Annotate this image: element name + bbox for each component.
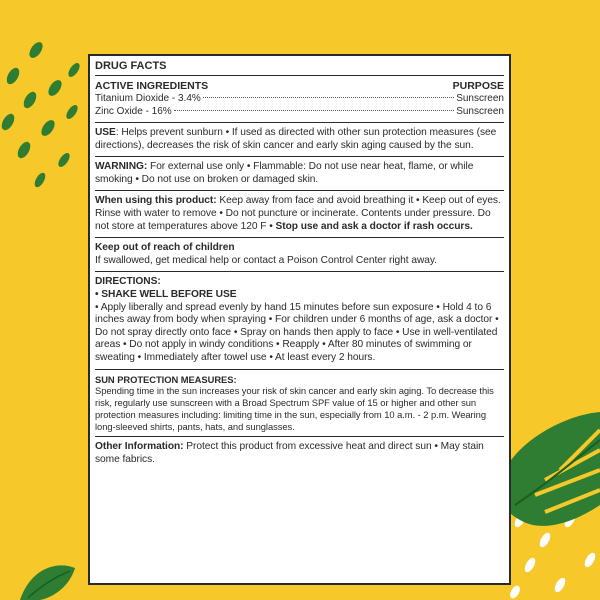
active-ingredients-header: [95, 80, 504, 93]
monstera-leaf-icon: [500, 412, 600, 526]
ingredient-purpose: Sunscreen: [456, 93, 504, 104]
drug-facts-title: DRUG FACTS: [95, 56, 504, 76]
directions-text: • Apply liberally and spread evenly by hand 15 minutes before sun exposure • Hold 4 to 6 inches away from body when spraying • For children under 6 months of age, ask a doctor • Do not spray directly onto face • Spray on hands then apply to face • Use in well-ventilated areas • Do not apply in windy conditions • Reapply • After 80 minutes of swimming or sweating • Immediately after towel use • At least every 2 hours.: [95, 301, 499, 363]
ingredient-row: [95, 106, 504, 119]
leader-dots: [174, 110, 454, 111]
keep-out-text: If swallowed, get medical help or contact a Poison Control Center right away.: [95, 254, 437, 266]
warning-label: WARNING:: [95, 161, 148, 173]
leader-dots: [203, 97, 454, 98]
when-using-section: [95, 191, 504, 238]
directions-section: [95, 272, 504, 369]
active-ingredients-label: ACTIVE INGREDIENTS: [95, 80, 209, 92]
other-information-paragraph: [95, 441, 504, 466]
sun-protection-text: Spending time in the sun increases your risk of skin cancer and early skin aging. To decrease this risk, regularly use sunscreen with a Broad Spectrum SPF value of 15 or higher and other sun protection measures including: limiting time in the sun, especially from 10 a.m. - 2 p.m. Wearing long-sleeved shirts, pants, hats, and sunglasses.: [95, 385, 494, 432]
use-text: : Helps prevent sunburn • If used as directed with other sun protection measures (see directions), decreases the risk of skin cancer and early skin aging caused by the sun.: [95, 127, 497, 151]
keep-out-section: [95, 238, 504, 272]
keep-out-heading: Keep out of reach of children: [95, 242, 235, 254]
ingredient-name: Zinc Oxide - 16%: [95, 105, 172, 117]
other-information-label: Other Information:: [95, 441, 184, 453]
sun-protection-section: [95, 370, 504, 438]
active-ingredients-section: [95, 76, 504, 123]
when-using-label: When using this product:: [95, 195, 217, 207]
keep-out-label: [95, 242, 504, 255]
warning-paragraph: [95, 161, 504, 186]
ingredient-name: Titanium Dioxide - 3.4%: [95, 93, 201, 104]
use-label: USE: [95, 127, 116, 138]
ingredient-purpose: Sunscreen: [456, 105, 504, 117]
white-dots-icon: [508, 492, 597, 600]
seed-dots-icon: [0, 40, 82, 189]
use-paragraph: [95, 127, 504, 152]
stop-use-text: Stop use and ask a doctor if rash occurs.: [275, 220, 473, 232]
warning-text: For external use only • Flammable: Do not use near heat, flame, or while smoking • Do not use on broken or damaged skin.: [95, 161, 474, 185]
sun-protection-label: [95, 374, 504, 386]
other-information-text: Protect this product from excessive heat and direct sun • May stain some fabrics.: [95, 441, 484, 466]
when-using-text: Keep away from face and avoid breathing it • Keep out of eyes. Rinse with water to remove • Do not puncture or incinerate. Contents under pressure. Do not store at temperatures above 120 F •: [95, 195, 501, 232]
drug-facts-panel: [88, 54, 511, 585]
use-section: [95, 123, 504, 157]
purpose-label: PURPOSE: [452, 80, 504, 92]
directions-label: [95, 276, 504, 289]
shake-well-heading: • SHAKE WELL BEFORE USE: [95, 288, 237, 300]
small-leaf-icon: [20, 565, 75, 600]
ingredient-row: [95, 93, 504, 106]
when-using-paragraph: [95, 195, 504, 233]
warning-section: [95, 157, 504, 191]
sun-protection-heading: SUN PROTECTION MEASURES:: [95, 373, 237, 385]
other-information-section: [95, 437, 504, 470]
directions-heading: DIRECTIONS:: [95, 276, 161, 288]
shake-well-text: [95, 289, 504, 302]
